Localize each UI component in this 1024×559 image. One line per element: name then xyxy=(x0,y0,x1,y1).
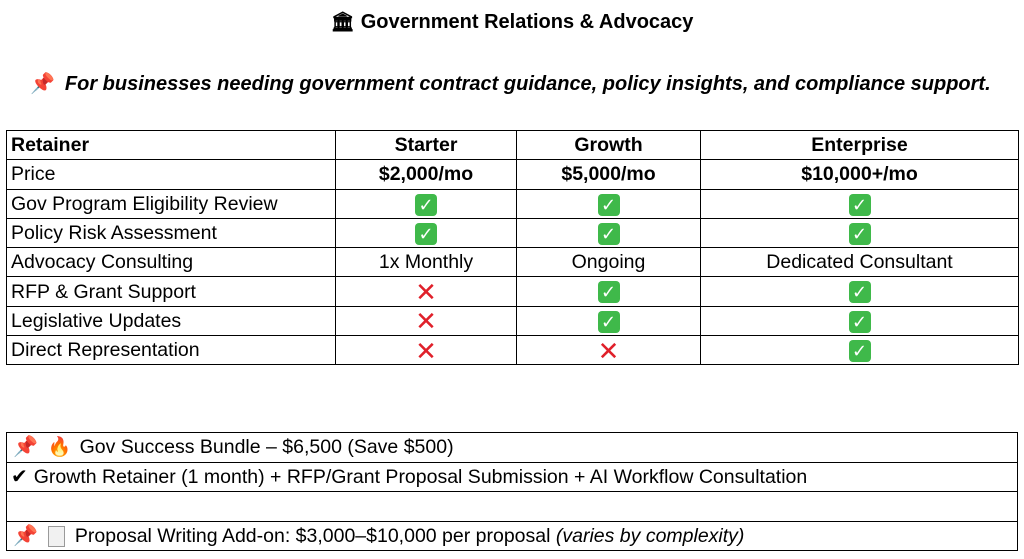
table-cell xyxy=(517,336,701,365)
row-label: Price xyxy=(7,160,336,189)
table-row xyxy=(7,248,1019,277)
header-starter: Starter xyxy=(336,131,517,160)
subtitle-text: For businesses needing government contract guidance, policy insights, and compliance support. xyxy=(64,73,991,95)
header-enterprise: Enterprise xyxy=(701,131,1019,160)
table-cell xyxy=(517,277,701,306)
check-icon: ✓ xyxy=(415,223,437,245)
table-row xyxy=(7,218,1019,247)
table-cell xyxy=(336,306,517,335)
row-label: RFP & Grant Support xyxy=(7,277,336,306)
table-cell xyxy=(701,218,1019,247)
row-label: Advocacy Consulting xyxy=(7,248,336,277)
row-label: Direct Representation xyxy=(7,336,336,365)
price-growth: $5,000/mo xyxy=(517,160,701,189)
row-label: Legislative Updates xyxy=(7,306,336,335)
check-icon: ✓ xyxy=(598,194,620,216)
pricing-table xyxy=(6,130,1019,365)
table-row xyxy=(7,306,1019,335)
classical-building-icon: 🏛 xyxy=(330,12,355,33)
row-label: Policy Risk Assessment xyxy=(7,218,336,247)
table-row xyxy=(7,277,1019,306)
check-icon: ✓ xyxy=(849,223,871,245)
table-cell xyxy=(336,218,517,247)
addon-row xyxy=(7,521,1018,551)
bundle-title-row xyxy=(7,433,1018,463)
row-label: Gov Program Eligibility Review xyxy=(7,189,336,218)
table-cell xyxy=(701,189,1019,218)
subtitle xyxy=(30,70,1020,98)
table-cell: 1x Monthly xyxy=(336,248,517,277)
pushpin-icon: 📌 xyxy=(13,435,38,458)
page-title-text: Government Relations & Advocacy xyxy=(360,11,694,33)
check-mark-icon: ✔ xyxy=(11,465,28,488)
pushpin-icon: 📌 xyxy=(13,524,38,547)
cross-icon: ✕ xyxy=(415,277,437,307)
table-cell xyxy=(336,336,517,365)
check-icon: ✓ xyxy=(849,340,871,362)
cross-icon: ✕ xyxy=(415,306,437,336)
table-cell: Ongoing xyxy=(517,248,701,277)
bundle-title: Gov Success Bundle – $6,500 (Save $500) xyxy=(79,435,454,458)
table-cell xyxy=(517,306,701,335)
table-header-row xyxy=(7,131,1019,160)
bundle-includes: Growth Retainer (1 month) + RFP/Grant Proposal Submission + AI Workflow Consultation xyxy=(33,465,808,488)
header-retainer: Retainer xyxy=(7,131,336,160)
table-cell xyxy=(517,189,701,218)
header-growth: Growth xyxy=(517,131,701,160)
addon-note: (varies by complexity) xyxy=(555,524,745,547)
page-title xyxy=(0,8,1024,37)
table-cell xyxy=(701,336,1019,365)
bundle-box xyxy=(6,432,1018,551)
table-cell xyxy=(701,306,1019,335)
check-icon: ✓ xyxy=(849,194,871,216)
bundle-includes-row xyxy=(7,462,1018,492)
cross-icon: ✕ xyxy=(415,335,437,365)
pushpin-icon: 📌 xyxy=(30,73,55,95)
table-cell: Dedicated Consultant xyxy=(701,248,1019,277)
table-row xyxy=(7,189,1019,218)
table-row-price xyxy=(7,160,1019,189)
fire-icon: 🔥 xyxy=(47,436,72,458)
table-row xyxy=(7,336,1019,365)
price-starter: $2,000/mo xyxy=(336,160,517,189)
check-icon: ✓ xyxy=(415,194,437,216)
price-enterprise: $10,000+/mo xyxy=(701,160,1019,189)
table-cell xyxy=(517,218,701,247)
table-cell xyxy=(336,189,517,218)
check-icon: ✓ xyxy=(598,311,620,333)
table-cell xyxy=(336,277,517,306)
check-icon: ✓ xyxy=(598,281,620,303)
check-icon: ✓ xyxy=(598,223,620,245)
addon-text: Proposal Writing Add-on: $3,000–$10,000 per proposal xyxy=(74,524,556,547)
bundle-spacer-row xyxy=(7,492,1018,522)
table-cell xyxy=(701,277,1019,306)
cross-icon: ✕ xyxy=(597,335,620,365)
document-icon xyxy=(48,526,65,547)
check-icon: ✓ xyxy=(849,281,871,303)
check-icon: ✓ xyxy=(849,311,871,333)
